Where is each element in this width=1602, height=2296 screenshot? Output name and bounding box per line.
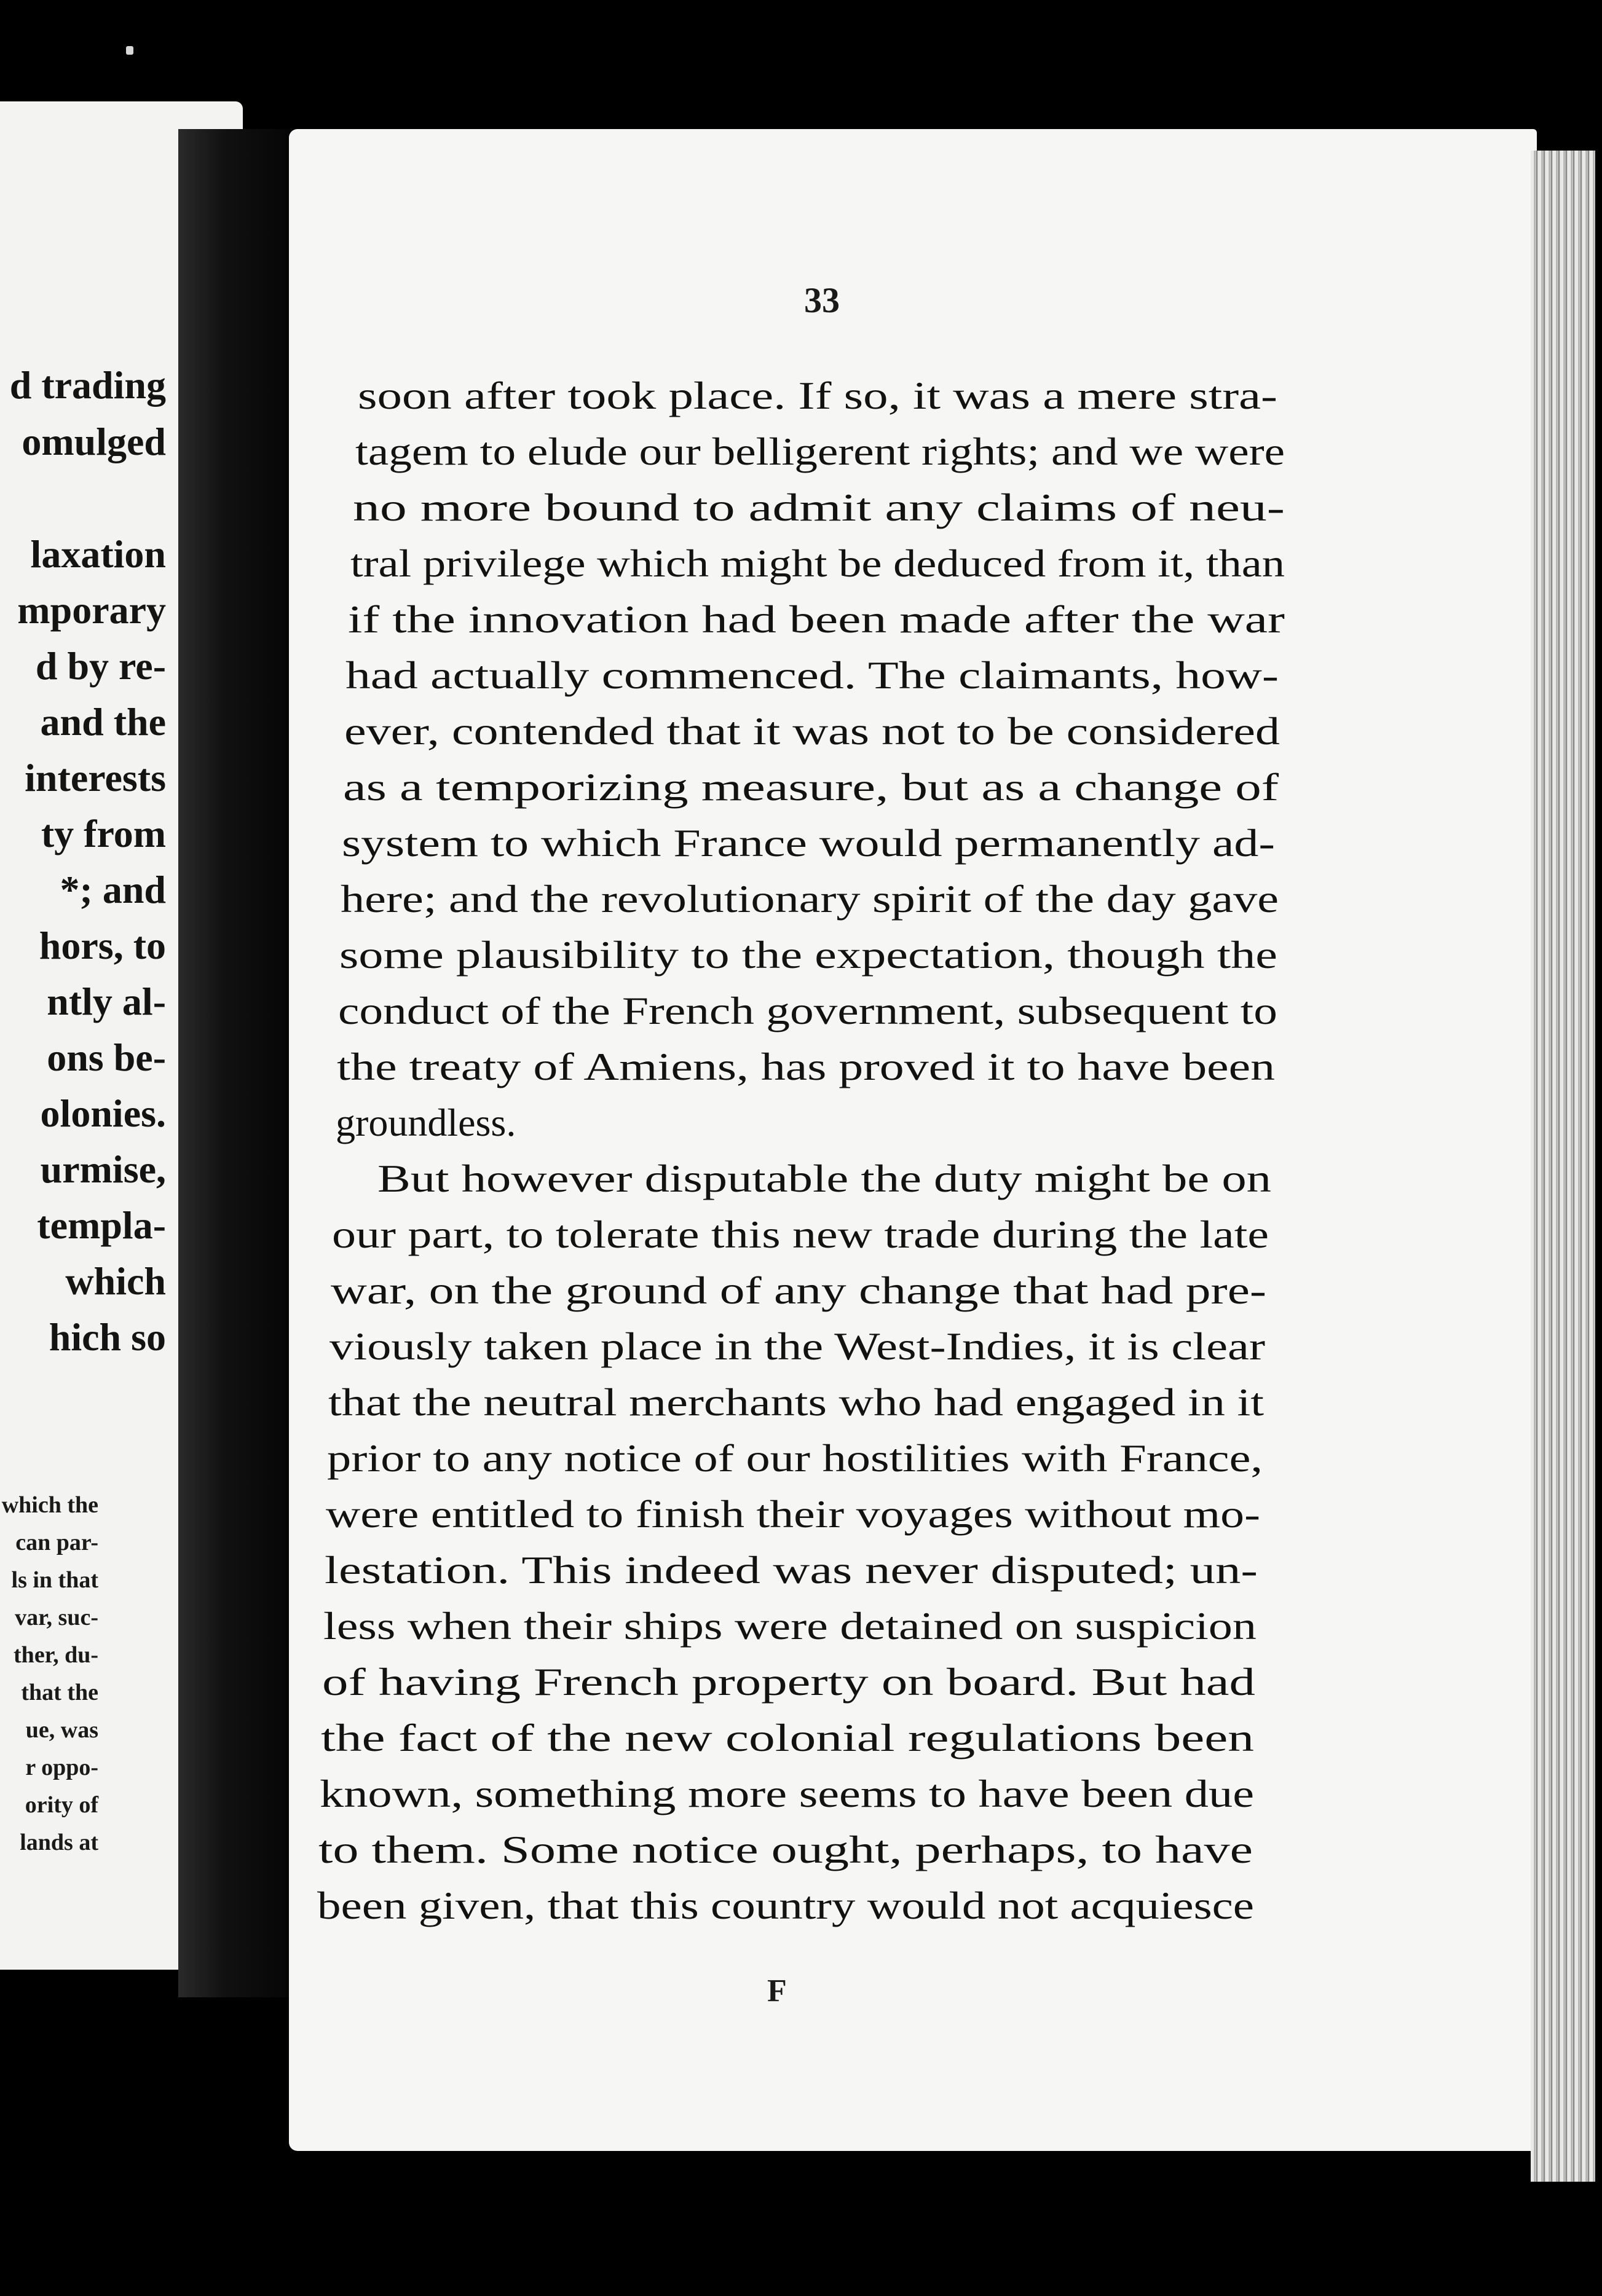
book-gutter-shadow — [178, 129, 295, 1997]
text-line: groundless. — [336, 1101, 516, 1144]
page-edges — [1531, 151, 1595, 2182]
left-footnote-line: var, suc- — [15, 1605, 98, 1630]
left-line: olonies. — [40, 1091, 166, 1135]
left-footnote-line: ther, du- — [14, 1642, 98, 1668]
left-line: omulged — [22, 420, 166, 463]
text-line: no more bound to admit any claims of neu- — [353, 486, 1285, 529]
left-line: d by re- — [35, 644, 166, 688]
left-line: urmise, — [40, 1147, 166, 1191]
text-line: But however disputable the duty might be on — [377, 1157, 1271, 1200]
text-line: soon after took place. If so, it was a mere stra- — [358, 374, 1277, 417]
text-line: the treaty of Amiens, has proved it to have been — [337, 1045, 1275, 1088]
left-line: interests — [25, 756, 166, 800]
left-line: ntly al- — [47, 980, 166, 1023]
left-footnote-line: ue, was — [25, 1717, 98, 1743]
left-line: ons be- — [47, 1036, 166, 1079]
text-line: conduct of the French government, subsequent to — [338, 989, 1277, 1032]
text-line: been given, that this country would not acquiesce — [317, 1884, 1254, 1927]
text-line: had actually commenced. The claimants, how- — [345, 653, 1279, 697]
text-line: if the innovation had been made after the war — [348, 597, 1285, 641]
text-line: known, something more seems to have been due — [320, 1772, 1254, 1815]
text-line: tagem to elude our belligerent rights; and we were — [355, 430, 1285, 473]
left-line: laxation — [30, 532, 166, 576]
text-line: system to which France would permanently ad- — [342, 821, 1275, 865]
left-footnote-line: ls in that — [11, 1567, 98, 1593]
left-footnote-line: ority of — [25, 1792, 98, 1818]
signature-mark: F — [767, 1973, 787, 2008]
left-line: *; and — [60, 868, 166, 911]
text-line: prior to any notice of our hostilities with France, — [327, 1436, 1263, 1480]
left-footnote-line: can par- — [15, 1530, 98, 1555]
text-line: the fact of the new colonial regulations been — [321, 1716, 1254, 1759]
text-line: to them. Some notice ought, perhaps, to have — [318, 1828, 1253, 1871]
left-line: d trading — [9, 363, 166, 407]
text-line: lestation. This indeed was never disputed; un- — [325, 1548, 1258, 1592]
text-line: war, on the ground of any change that had pre- — [331, 1268, 1266, 1312]
left-line: templa- — [37, 1203, 166, 1247]
text-line: our part, to tolerate this new trade during the late — [332, 1213, 1269, 1256]
text-line: ever, contended that it was not to be considered — [344, 709, 1280, 753]
text-line: of having French property on board. But had — [322, 1660, 1255, 1704]
text-line: here; and the revolutionary spirit of the day gave — [341, 877, 1279, 921]
text-line: as a temporizing measure, but as a change of — [343, 765, 1279, 809]
left-footnote-line: r oppo- — [25, 1755, 98, 1780]
left-footnote-line: which the — [1, 1492, 98, 1518]
scan-speck — [126, 46, 133, 55]
text-line: that the neutral merchants who had engaged in it — [328, 1380, 1264, 1424]
left-line: and the — [40, 700, 166, 744]
left-line: which — [65, 1259, 166, 1303]
left-line: ty from — [41, 812, 166, 855]
text-line: viously taken place in the West-Indies, it is clear — [329, 1324, 1265, 1368]
text-line: were entitled to finish their voyages without mo- — [326, 1492, 1260, 1536]
left-footnote-line: lands at — [20, 1830, 98, 1855]
left-line: mporary — [17, 588, 166, 632]
text-line: some plausibility to the expectation, though the — [339, 933, 1277, 977]
left-line: hors, to — [39, 924, 166, 967]
text-line: less when their ships were detained on suspicion — [323, 1604, 1257, 1648]
left-line: hich so — [49, 1315, 166, 1359]
page-number: 33 — [804, 280, 840, 320]
left-footnote-line: that the — [21, 1680, 98, 1705]
text-line: tral privilege which might be deduced from it, than — [350, 541, 1285, 585]
